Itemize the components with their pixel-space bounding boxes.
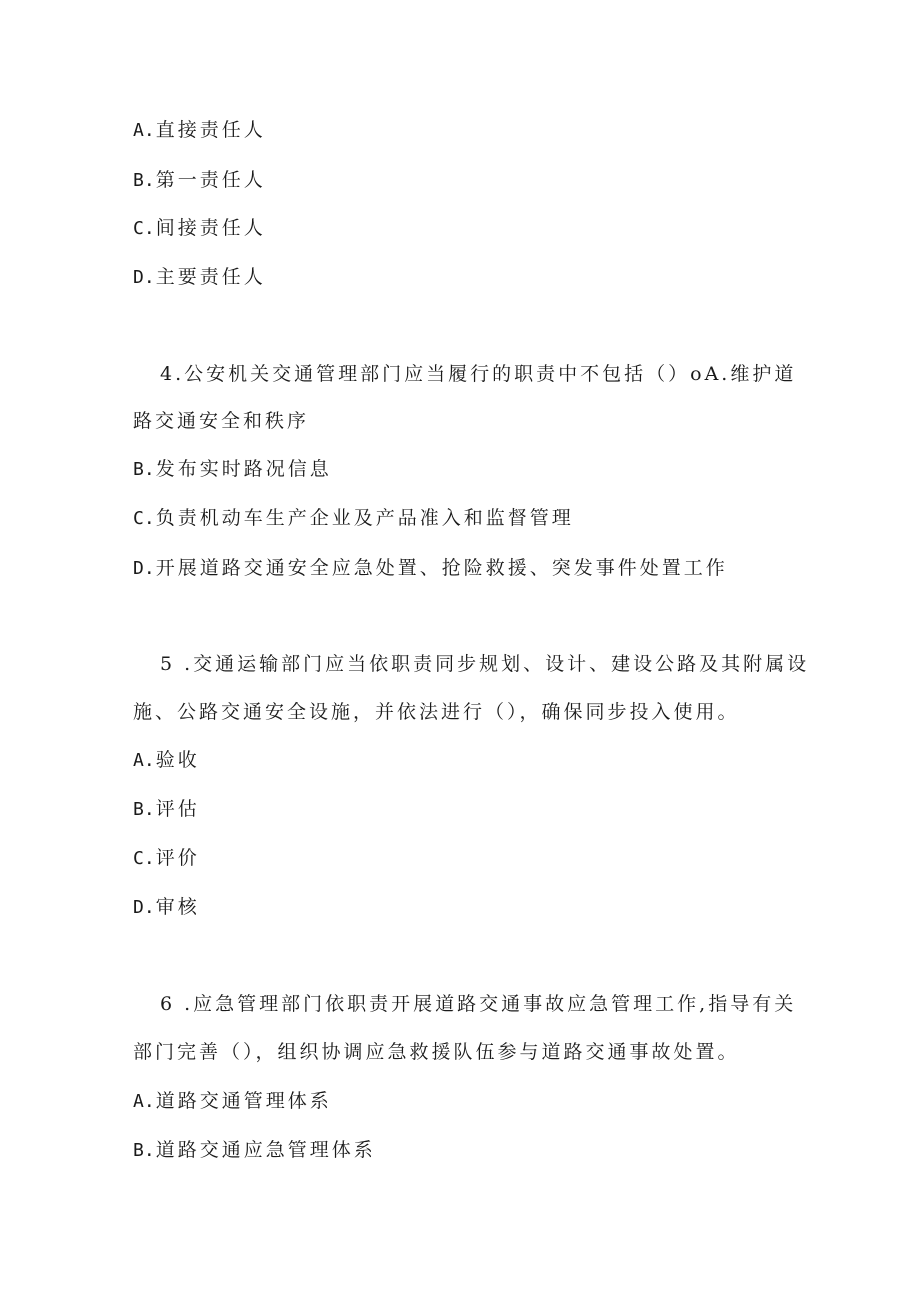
q5-option-c	[133, 845, 200, 872]
option-text: 验收	[155, 749, 200, 771]
option-label: A.	[133, 750, 155, 771]
q5-option-d	[133, 894, 200, 921]
q4-stem-line-1: 4.公安机关交通管理部门应当履行的职责中不包括（）oA.维护道	[160, 363, 797, 385]
option-label: D.	[133, 897, 155, 918]
option-text: 间接责任人	[155, 217, 266, 239]
q4-option-c	[133, 505, 574, 532]
q3-option-d	[133, 264, 266, 291]
q3-option-b	[133, 167, 266, 194]
q6-stem-line-1: 6 .应急管理部门依职责开展道路交通事故应急管理工作,指导有关	[160, 993, 797, 1015]
q3-option-a	[133, 117, 266, 144]
q6-option-b	[133, 1137, 376, 1164]
option-label: D.	[133, 558, 155, 579]
option-text: 负责机动车生产企业及产品准入和监督管理	[155, 507, 574, 529]
q5-option-b	[133, 796, 200, 823]
option-text: 主要责任人	[155, 266, 266, 288]
q5-option-a	[133, 747, 200, 774]
q4-option-b	[133, 456, 332, 483]
option-label: B.	[133, 799, 155, 820]
option-label: B.	[133, 1140, 155, 1161]
option-text: 审核	[155, 896, 200, 918]
q4-stem-line-2: 路交通安全和秩序	[133, 410, 310, 432]
option-label: D.	[133, 267, 155, 288]
option-label: C.	[133, 848, 155, 869]
option-text: 评估	[155, 798, 200, 820]
option-text: 开展道路交通安全应急处置、抢险救援、突发事件处置工作	[155, 557, 728, 579]
option-label: A.	[133, 1091, 155, 1112]
option-text: 第一责任人	[155, 169, 266, 191]
option-label: B.	[133, 170, 155, 191]
q4-option-d	[133, 555, 728, 582]
option-label: B.	[133, 459, 155, 480]
q3-option-c	[133, 215, 266, 242]
option-text: 道路交通应急管理体系	[155, 1139, 376, 1161]
option-label: C.	[133, 508, 155, 529]
q5-stem-line-2: 施、公路交通安全设施，并依法进行（），确保同步投入使用。	[133, 701, 740, 723]
q5-stem-line-1: 5 .交通运输部门应当依职责同步规划、设计、建设公路及其附属设	[160, 653, 810, 675]
option-text: 道路交通管理体系	[155, 1090, 332, 1112]
q6-option-a	[133, 1088, 332, 1115]
option-text: 评价	[155, 847, 200, 869]
option-label: A.	[133, 120, 155, 141]
option-text: 直接责任人	[155, 119, 266, 141]
option-label: C.	[133, 218, 155, 239]
q6-stem-line-2: 部门完善（），组织协调应急救援队伍参与道路交通事故处置。	[133, 1041, 740, 1063]
option-text: 发布实时路况信息	[155, 458, 332, 480]
